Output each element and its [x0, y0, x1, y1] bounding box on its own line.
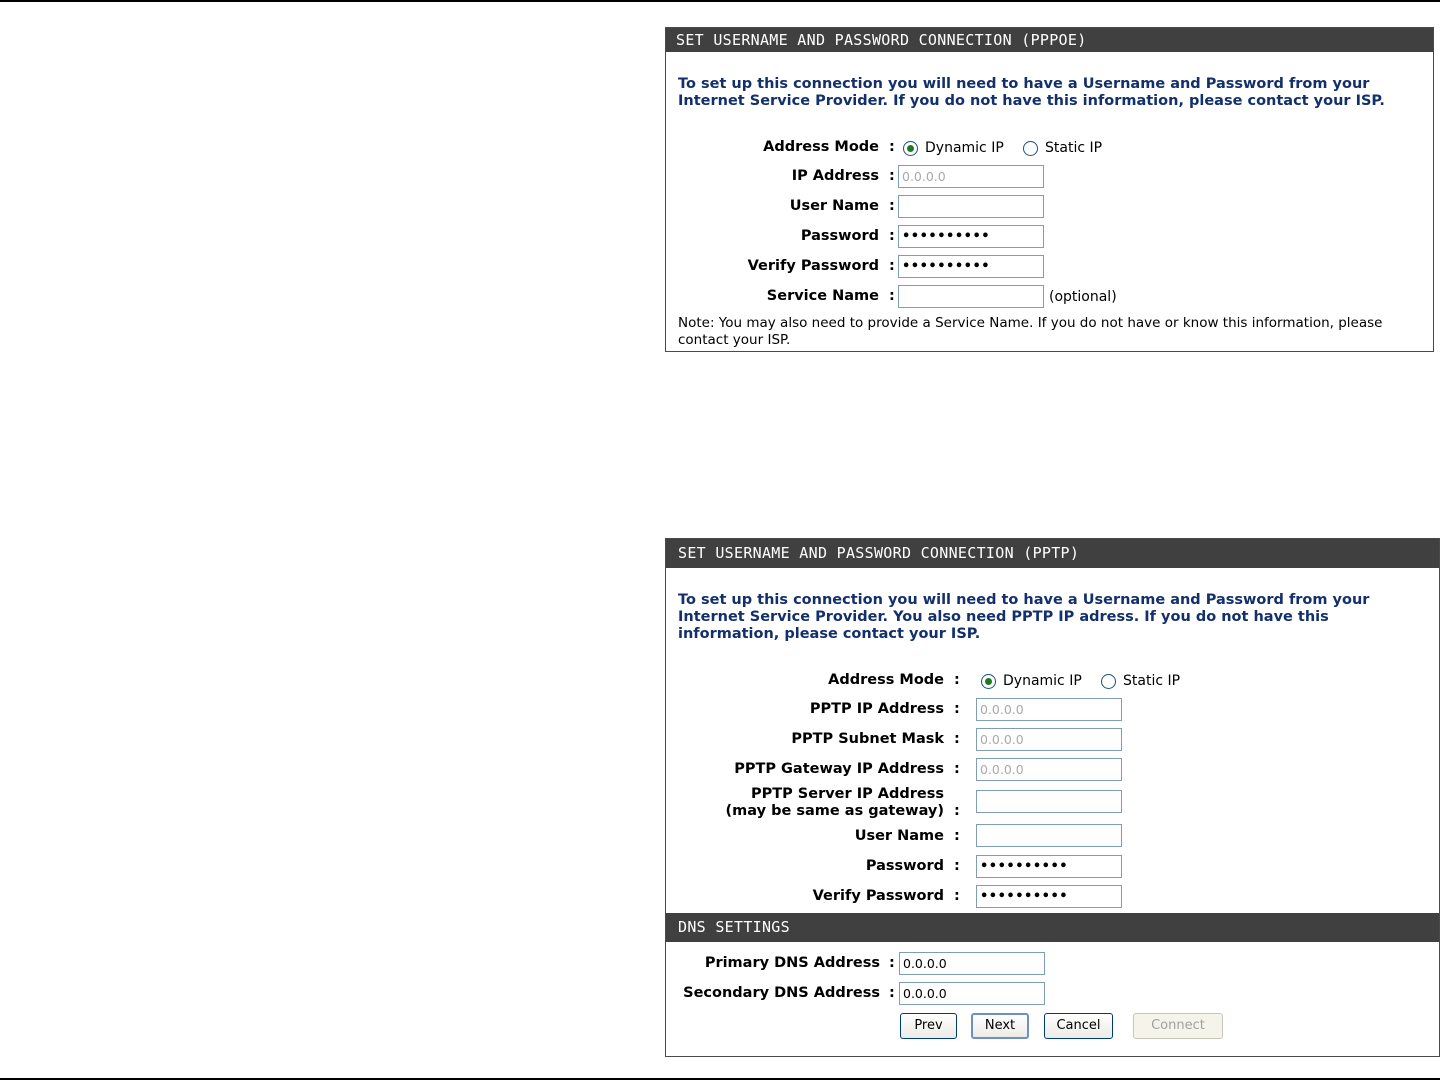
- pppoe-dynamic-ip-radio[interactable]: [903, 141, 918, 156]
- dns-secondary-input[interactable]: 0.0.0.0: [899, 982, 1045, 1005]
- pppoe-ip-address-label: IP Address: [791, 168, 879, 184]
- cancel-button[interactable]: Cancel: [1044, 1013, 1113, 1039]
- pppoe-verify-password-input[interactable]: ••••••••••: [898, 255, 1044, 278]
- pptp-panel: [665, 538, 1440, 1057]
- pppoe-note: Note: You may also need to provide a Service Name. If you do not have or know this information, please contact your ISP.: [678, 315, 1383, 348]
- colon: :: [889, 985, 895, 1001]
- pppoe-user-name-input[interactable]: [898, 195, 1044, 218]
- pptp-server-ip-label: PPTP Server IP Address (may be same as gateway): [725, 786, 944, 819]
- dns-primary-input[interactable]: 0.0.0.0: [899, 952, 1045, 975]
- pppoe-password-label: Password: [800, 228, 879, 244]
- pptp-password-label: Password: [865, 858, 944, 874]
- dns-secondary-label: Secondary DNS Address: [683, 985, 880, 1001]
- colon: :: [889, 258, 895, 274]
- pptp-intro: To set up this connection you will need to have a Username and Password from your Internet Service Provider. You also need PPTP IP adress. If you do not have this information, please contact your ISP.: [678, 592, 1370, 642]
- pppoe-service-name-label: Service Name: [766, 288, 879, 304]
- pptp-subnet-mask-label: PPTP Subnet Mask: [791, 731, 944, 747]
- colon: :: [954, 672, 960, 688]
- pptp-static-ip-radio[interactable]: [1101, 674, 1116, 689]
- colon: :: [889, 288, 895, 304]
- pppoe-panel-title: SET USERNAME AND PASSWORD CONNECTION (PPPOE): [666, 28, 1433, 52]
- pptp-dynamic-ip-label[interactable]: Dynamic IP: [1003, 673, 1082, 689]
- next-button[interactable]: Next: [971, 1013, 1029, 1039]
- connect-button[interactable]: Connect: [1133, 1013, 1223, 1039]
- pppoe-password-input[interactable]: ••••••••••: [898, 225, 1044, 248]
- pppoe-optional-text: (optional): [1049, 289, 1117, 305]
- colon: :: [954, 803, 960, 819]
- pppoe-dynamic-ip-label[interactable]: Dynamic IP: [925, 140, 1004, 156]
- pptp-panel-title: SET USERNAME AND PASSWORD CONNECTION (PPTP): [666, 539, 1439, 568]
- colon: :: [954, 828, 960, 844]
- colon: :: [954, 888, 960, 904]
- dns-primary-label: Primary DNS Address: [704, 955, 880, 971]
- top-rule: [0, 0, 1440, 2]
- pptp-static-ip-label[interactable]: Static IP: [1123, 673, 1181, 689]
- colon: :: [954, 761, 960, 777]
- colon: :: [889, 139, 895, 155]
- pppoe-service-name-input[interactable]: [898, 285, 1044, 308]
- pptp-verify-password-label: Verify Password: [812, 888, 944, 904]
- pppoe-verify-password-label: Verify Password: [747, 258, 879, 274]
- pptp-gateway-label: PPTP Gateway IP Address: [734, 761, 944, 777]
- pptp-ip-address-label: PPTP IP Address: [809, 701, 944, 717]
- pptp-user-name-input[interactable]: [976, 824, 1122, 847]
- pptp-address-mode-label: Address Mode: [828, 672, 944, 688]
- pptp-gateway-input[interactable]: 0.0.0.0: [976, 758, 1122, 781]
- pppoe-static-ip-label[interactable]: Static IP: [1045, 140, 1103, 156]
- prev-button[interactable]: Prev: [900, 1013, 957, 1039]
- colon: :: [889, 198, 895, 214]
- colon: :: [889, 168, 895, 184]
- pppoe-ip-address-input[interactable]: 0.0.0.0: [898, 165, 1044, 188]
- colon: :: [954, 701, 960, 717]
- pptp-ip-address-input[interactable]: 0.0.0.0: [976, 698, 1122, 721]
- colon: :: [889, 228, 895, 244]
- colon: :: [954, 858, 960, 874]
- bottom-rule: [0, 1078, 1440, 1080]
- colon: :: [889, 955, 895, 971]
- pptp-verify-password-input[interactable]: ••••••••••: [976, 885, 1122, 908]
- pppoe-intro: To set up this connection you will need to have a Username and Password from your Internet Service Provider. If you do not have this information, please contact your ISP.: [678, 76, 1385, 109]
- pptp-subnet-mask-input[interactable]: 0.0.0.0: [976, 728, 1122, 751]
- pptp-dynamic-ip-radio[interactable]: [981, 674, 996, 689]
- dns-settings-title: DNS SETTINGS: [666, 913, 1439, 942]
- colon: :: [954, 731, 960, 747]
- pptp-user-name-label: User Name: [854, 828, 944, 844]
- pppoe-address-mode-label: Address Mode: [763, 139, 879, 155]
- pppoe-user-name-label: User Name: [789, 198, 879, 214]
- pppoe-static-ip-radio[interactable]: [1023, 141, 1038, 156]
- pppoe-panel: [665, 27, 1434, 352]
- pptp-password-input[interactable]: ••••••••••: [976, 855, 1122, 878]
- pptp-server-ip-input[interactable]: [976, 790, 1122, 813]
